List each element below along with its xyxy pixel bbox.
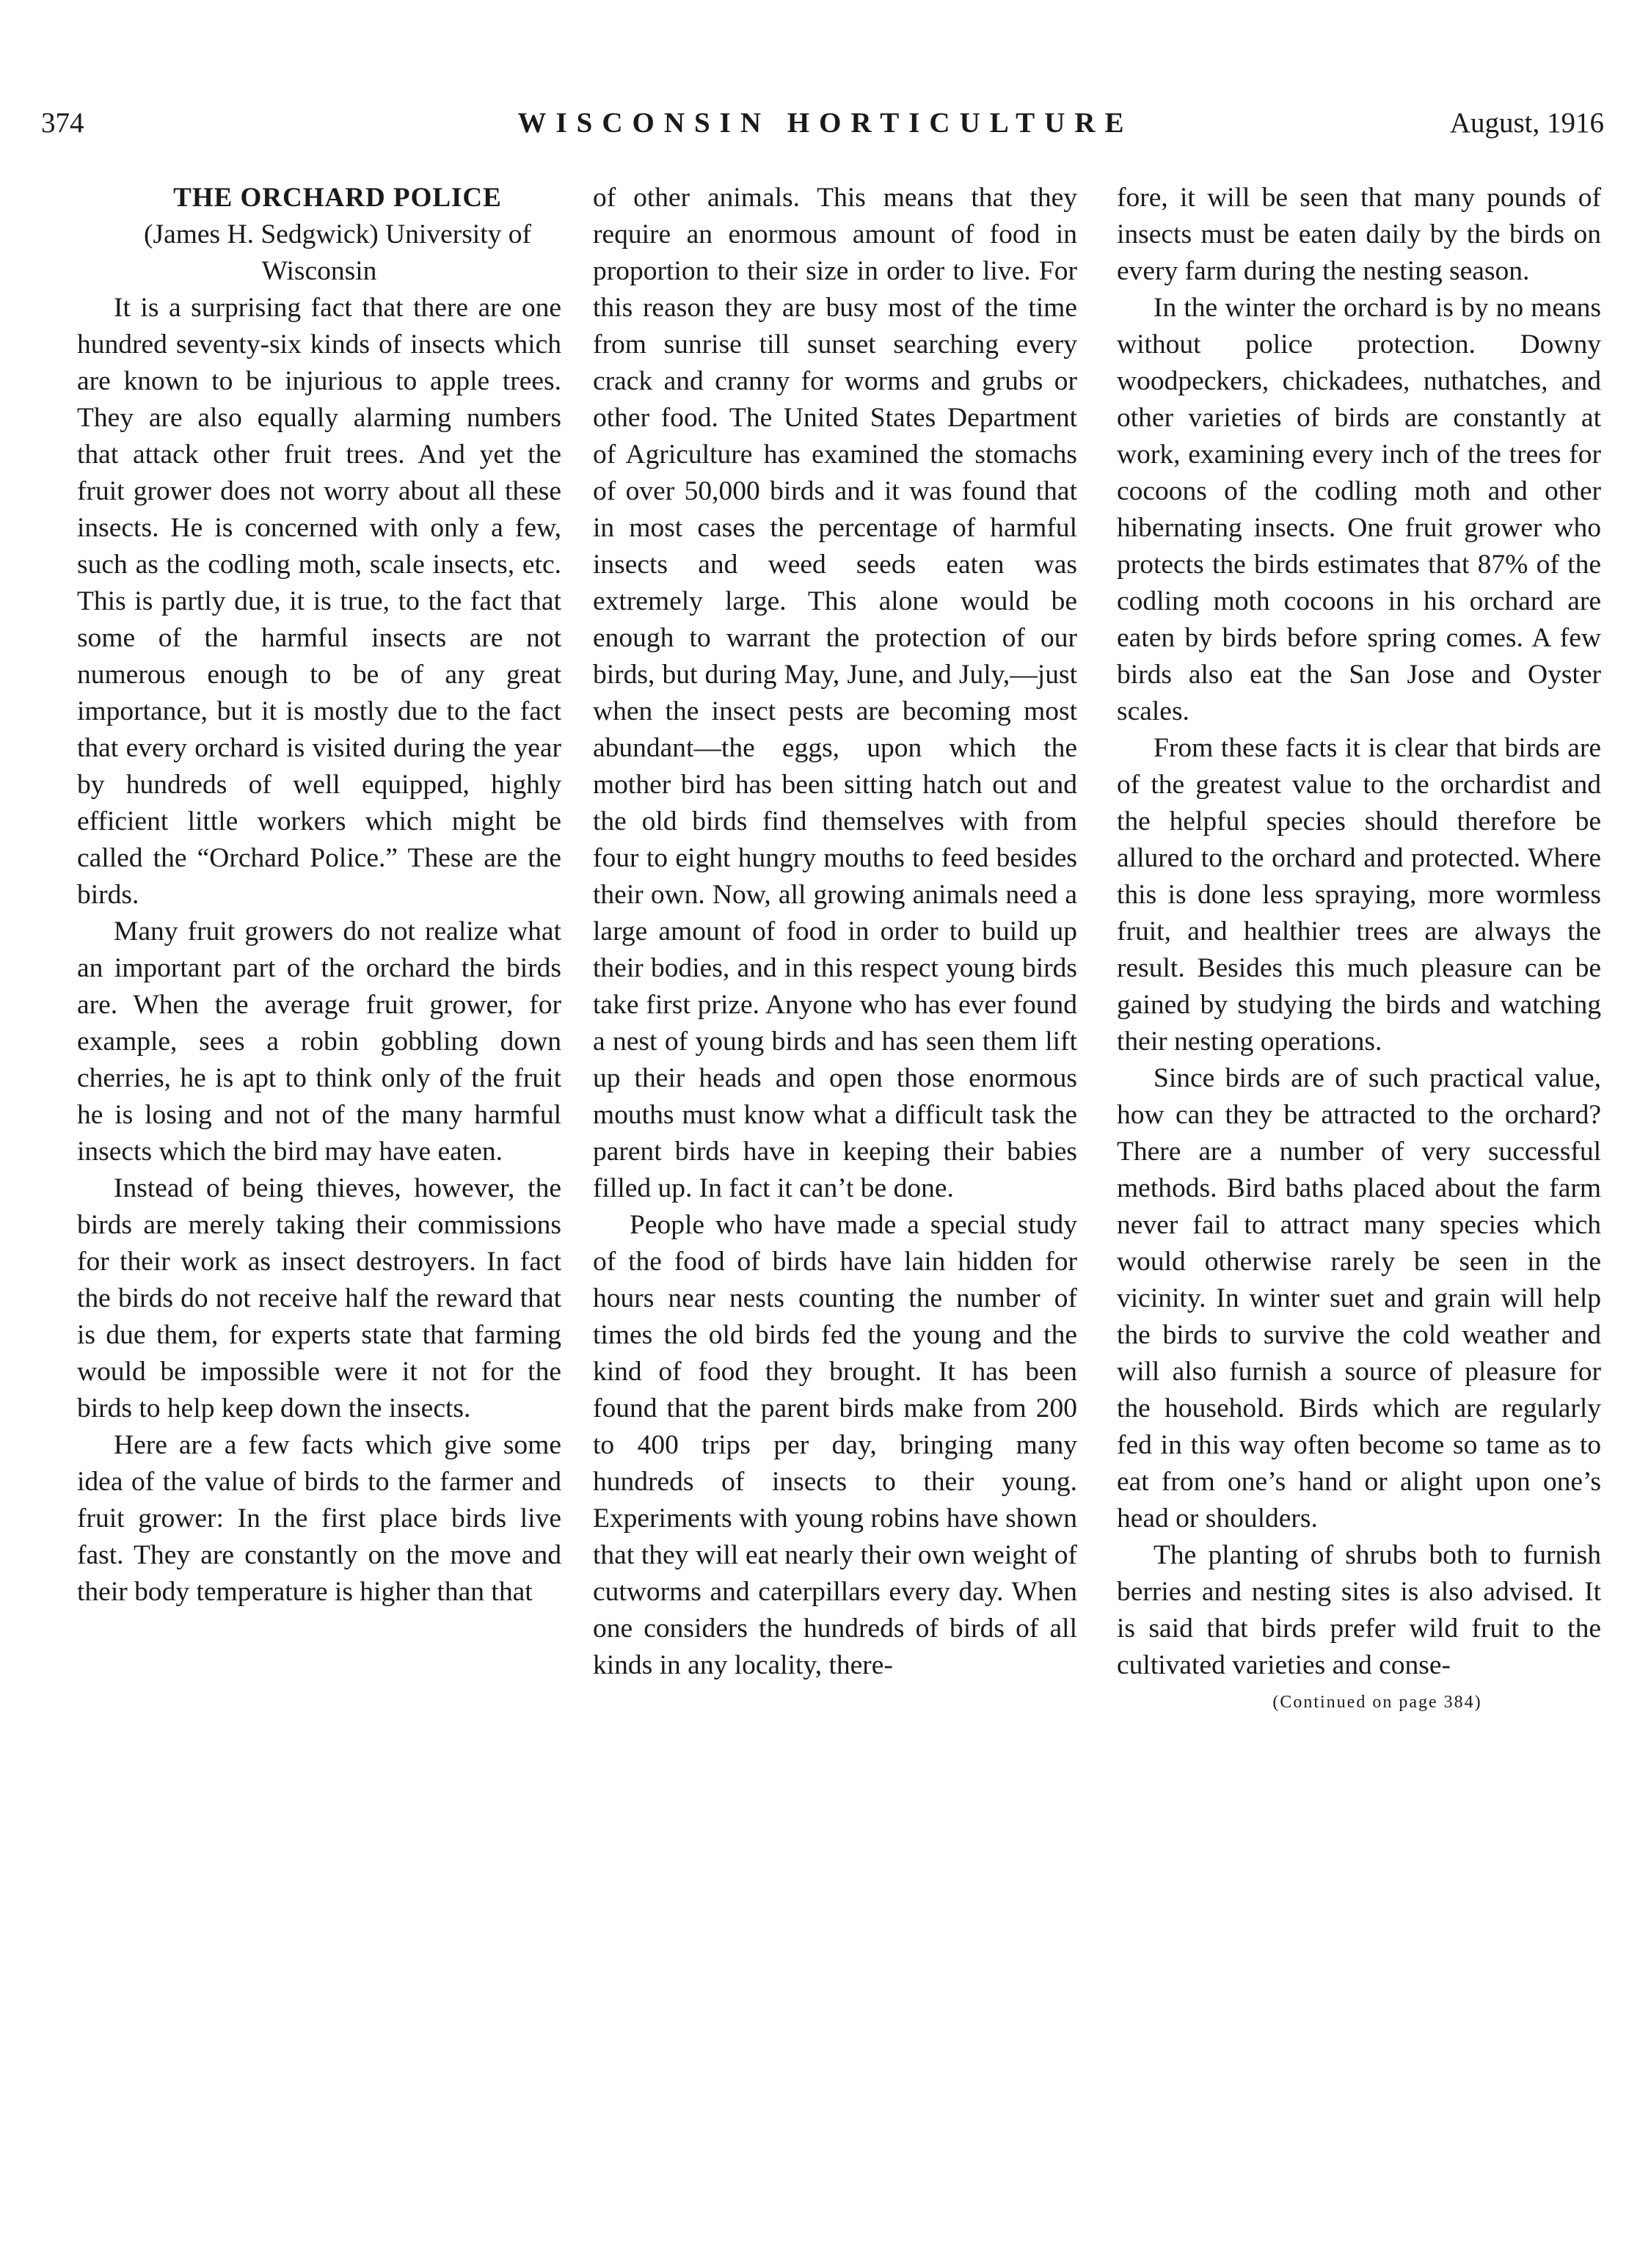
paragraph-continuation: of other animals. This means that they require an enormous amount of food in proportion to their size in order to live. For this reason they are busy most of the time from sunrise till sunset searching every crack and cranny for worms and grubs or other food. The United States Department of Agriculture has examined the stomachs of over 50,000 birds and it was found that in most cases the percentage of harmful insects and weed seeds eaten was extremely large. This alone would be enough to warrant the protection of our birds, but during May, June, and July,—just when the insect pests are becoming most abundant—the eggs, upon which the mother bird has been sitting hatch out and the old birds find themselves with from four to eight hungry mouths to feed besides their own. Now, all growing animals need a large amount of food in order to build up their bodies, and in this respect young birds take first prize. Anyone who has ever found a nest of young birds and has seen them lift up their heads and open those enormous mouths must know what a difficult task the parent birds have in keeping their babies filled up. In fact it can’t be done.: [593, 183, 1077, 1203]
continued-note: (Continued on page 384): [1272, 1693, 1482, 1712]
paragraph: From these facts it is clear that birds are of the greatest value to the orchardist and the helpful species should therefore be allured to the orchard and protected. Where this is done less spraying, more wormless fruit, and healthier trees are always the result. Besides this much pleasure can be gained by studying the birds and watching their nesting operations.: [1117, 733, 1601, 1057]
paragraph: Many fruit growers do not realize what an important part of the orchard the birds are. When the average fruit grower, for example, sees a robin gobbling down cherries, he is apt to think only of the fruit he is losing and not of the many harmful insects which the bird may have eaten.: [77, 916, 561, 1167]
page-number: 374: [41, 107, 84, 139]
article-byline: (James H. Sedgwick) University of Wisconsin: [143, 219, 532, 286]
paragraph: Instead of being thieves, however, the birds are merely taking their commissions for their work as insect destroyers. In fact the birds do not receive half the reward that is due them, for experts state that farming would be impossible were it not for the birds to help keep down the insects.: [77, 1173, 561, 1423]
article-title: THE ORCHARD POLICE: [173, 183, 502, 213]
paragraph: In the winter the orchard is by no means without police protection. Downy woodpeckers, chickadees, nuthatches, and other varieties of birds are constantly at work, examining every inch of the trees for cocoons of the codling moth and other hibernating insects. One fruit grower who protects the birds estimates that 87% of the codling moth cocoons in his orchard are eaten by birds before spring comes. A few birds also eat the San Jose and Oyster scales.: [1117, 293, 1601, 726]
paragraph: People who have made a special study of the food of birds have lain hidden for hours near nests counting the number of times the old birds fed the young and the kind of food they brought. It has been found that the parent birds make from 200 to 400 trips per day, bringing many hundreds of insects to their young. Experiments with young robins have shown that they will eat nearly their own weight of cutworms and caterpillars every day. When one considers the hundreds of birds of all kinds in any locality, there-: [593, 1210, 1077, 1680]
column-2: [593, 180, 1077, 1684]
issue-date: August, 1916: [1449, 107, 1604, 139]
paragraph: The planting of shrubs both to furnish berries and nesting sites is also advised. It is said that birds prefer wild fruit to the cultivated varieties and conse-: [1117, 1540, 1601, 1680]
column-1: [77, 180, 561, 1611]
journal-title: WISCONSIN HORTICULTURE: [517, 107, 1134, 139]
paragraph-continuation: fore, it will be seen that many pounds of insects must be eaten daily by the birds on every farm during the nesting season.: [1117, 183, 1601, 286]
paragraph: It is a surprising fact that there are one hundred seventy-six kinds of insects which are known to be injurious to apple trees. They are also equally alarming numbers that attack other fruit trees. And yet the fruit grower does not worry about all these insects. He is concerned with only a few, such as the codling moth, scale insects, etc. This is partly due, it is true, to the fact that some of the harmful insects are not numerous enough to be of any great importance, but it is mostly due to the fact that every orchard is visited during the year by hundreds of well equipped, highly efficient little workers which might be called the “Orchard Police.” These are the birds.: [77, 293, 561, 910]
paragraph: Since birds are of such practical value, how can they be attracted to the orchard? There are a number of very successful methods. Bird baths placed about the farm never fail to attract many species which would otherwise rarely be seen in the vicinity. In winter suet and grain will help the birds to survive the cold weather and will also furnish a source of pleasure for the household. Birds which are regularly fed in this way often become so tame as to eat from one’s hand or alight upon one’s head or shoulders.: [1117, 1063, 1601, 1534]
page-header: [0, 106, 1651, 158]
paragraph: Here are a few facts which give some idea of the value of birds to the farmer and fruit grower: In the first place birds live fast. They are constantly on the move and their body temperature is higher than that: [77, 1430, 561, 1607]
column-3: [1117, 180, 1601, 1721]
